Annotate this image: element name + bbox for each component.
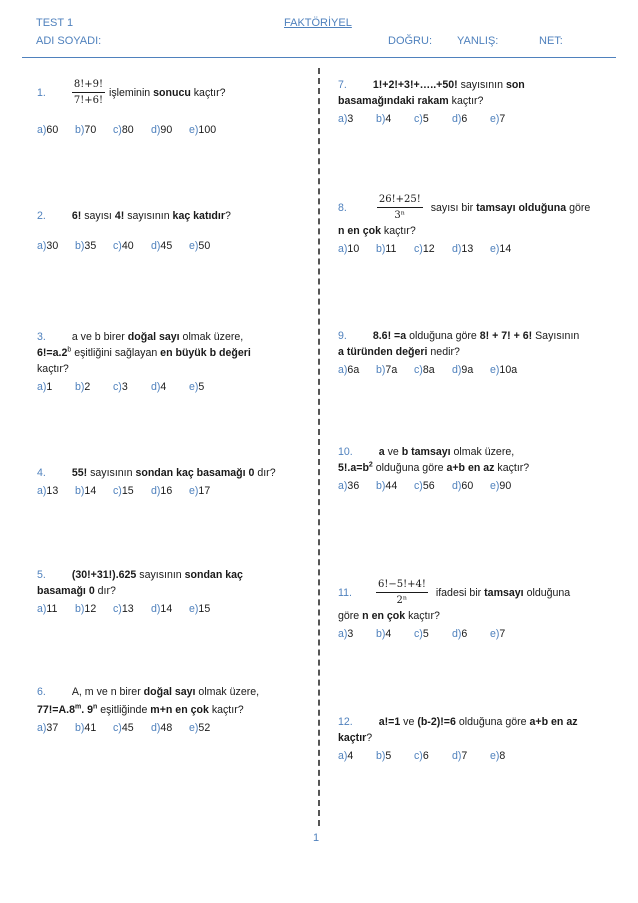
- option-value: 12: [422, 243, 435, 255]
- answer-option[interactable]: [189, 720, 227, 736]
- answer-option[interactable]: [189, 483, 227, 499]
- option-letter: d): [151, 124, 161, 136]
- answer-option[interactable]: [151, 483, 189, 499]
- answer-option[interactable]: [113, 483, 151, 499]
- option-letter: c): [414, 480, 423, 492]
- fraction: $\frac{26!+25!}{\text{3ⁿ}}$: [378, 194, 421, 221]
- question-11: 11. $\frac{6!-5!+4!}{\text{2ⁿ}}$ ifadesi bir tamsayı olduğuna göre n en çok kaçtır? a)3 b)4 c)5 d)6 e)7: [338, 578, 613, 642]
- option-letter: a): [37, 240, 47, 252]
- option-letter: d): [151, 603, 161, 615]
- option-value: 14: [160, 603, 173, 615]
- answer-option[interactable]: [338, 362, 376, 378]
- option-letter: b): [376, 113, 386, 125]
- option-letter: a): [37, 381, 47, 393]
- option-value: 3: [121, 381, 128, 393]
- answer-option[interactable]: [37, 122, 75, 138]
- answer-option[interactable]: [151, 601, 189, 617]
- answer-option[interactable]: [490, 478, 528, 494]
- option-letter: d): [151, 722, 161, 734]
- answer-options: [37, 601, 312, 617]
- option-letter: d): [151, 240, 161, 252]
- option-value: 40: [121, 240, 134, 252]
- option-letter: d): [151, 485, 161, 497]
- option-letter: e): [189, 381, 199, 393]
- option-value: 60: [46, 124, 59, 136]
- answer-option[interactable]: [189, 379, 227, 395]
- answer-options: [37, 379, 312, 395]
- answer-option[interactable]: [75, 122, 113, 138]
- answer-option[interactable]: [490, 626, 528, 642]
- option-letter: e): [189, 603, 199, 615]
- option-value: 13: [121, 603, 134, 615]
- option-value: 5: [422, 628, 429, 640]
- answer-option[interactable]: [452, 362, 490, 378]
- column-divider: [318, 68, 320, 826]
- option-letter: a): [338, 113, 348, 125]
- answer-option[interactable]: [37, 483, 75, 499]
- question-3: 3. a ve b birer doğal sayı olmak üzere, 6!=a.2$^b$ eşitliğini sağlayan en büyük b değeri kaçtır? a)1 b)2 c)3 d)4 e)5: [37, 329, 312, 395]
- option-letter: d): [452, 628, 462, 640]
- option-value: 80: [121, 124, 134, 136]
- answer-option[interactable]: [37, 238, 75, 254]
- option-letter: b): [75, 381, 85, 393]
- option-value: 45: [121, 722, 134, 734]
- answer-option[interactable]: [151, 379, 189, 395]
- answer-option[interactable]: [113, 379, 151, 395]
- net-label: NET:: [539, 35, 563, 47]
- answer-option[interactable]: [376, 748, 414, 764]
- option-value: 30: [46, 240, 59, 252]
- option-value: 14: [499, 243, 512, 255]
- option-value: 90: [499, 480, 512, 492]
- option-value: 4: [160, 381, 167, 393]
- option-value: 8a: [422, 364, 435, 376]
- option-value: 3: [347, 628, 354, 640]
- answer-option[interactable]: [376, 111, 414, 127]
- question-8: 8. $\frac{26!+25!}{\text{3ⁿ}}$ sayısı bir tamsayı olduğuna göre n en çok kaçtır? a)10 b)11 c)12 d)13 e)14: [338, 193, 610, 257]
- option-letter: b): [75, 722, 85, 734]
- answer-options: [37, 122, 312, 138]
- option-letter: e): [490, 364, 500, 376]
- question-12: 12. a!=1 ve (b-2)!=6 olduğuna göre a+b en az kaçtır? a)4 b)5 c)6 d)7 e)8: [338, 714, 613, 764]
- answer-option[interactable]: [414, 362, 452, 378]
- option-letter: b): [75, 485, 85, 497]
- answer-option[interactable]: [151, 122, 189, 138]
- name-label: ADI SOYADI:: [36, 35, 102, 47]
- option-letter: e): [490, 243, 500, 255]
- option-value: 4: [385, 113, 392, 125]
- answer-option[interactable]: [414, 626, 452, 642]
- answer-option[interactable]: [113, 238, 151, 254]
- option-letter: a): [37, 124, 47, 136]
- option-letter: c): [414, 750, 423, 762]
- answer-option[interactable]: [113, 122, 151, 138]
- option-letter: e): [189, 485, 199, 497]
- answer-options: [37, 483, 312, 499]
- option-letter: d): [452, 364, 462, 376]
- option-value: 35: [84, 240, 97, 252]
- option-letter: d): [452, 750, 462, 762]
- option-value: 48: [160, 722, 173, 734]
- answer-option[interactable]: [490, 111, 528, 127]
- option-value: 7: [461, 750, 468, 762]
- answer-option[interactable]: [376, 362, 414, 378]
- answer-option[interactable]: [75, 238, 113, 254]
- option-letter: c): [414, 113, 423, 125]
- fraction: $\frac{8!+9!}{7!+6!}$: [73, 79, 103, 106]
- option-value: 56: [422, 480, 435, 492]
- answer-options: [338, 626, 613, 642]
- option-value: 5: [198, 381, 205, 393]
- answer-option[interactable]: [376, 478, 414, 494]
- option-letter: d): [151, 381, 161, 393]
- answer-option[interactable]: [75, 483, 113, 499]
- option-letter: b): [376, 480, 386, 492]
- answer-option[interactable]: [338, 241, 376, 257]
- option-value: 16: [160, 485, 173, 497]
- option-value: 6: [422, 750, 429, 762]
- answer-options: [37, 238, 312, 254]
- option-letter: e): [490, 750, 500, 762]
- option-letter: e): [490, 113, 500, 125]
- answer-option[interactable]: [75, 601, 113, 617]
- option-letter: e): [189, 240, 199, 252]
- question-6: 6. A, m ve n birer doğal sayı olmak üzere, $77!=A.8^m$. 9$^n$ eşitliğinde m+n en çok kaçtır? a)37 b)41 c)45 d)48 e)52: [37, 684, 312, 736]
- answer-option[interactable]: [490, 748, 528, 764]
- option-value: 15: [198, 603, 211, 615]
- option-letter: c): [414, 364, 423, 376]
- option-value: 90: [160, 124, 173, 136]
- answer-option[interactable]: [338, 478, 376, 494]
- option-letter: c): [113, 124, 122, 136]
- option-letter: b): [376, 364, 386, 376]
- answer-option[interactable]: [113, 720, 151, 736]
- answer-option[interactable]: [490, 241, 528, 257]
- option-value: 9a: [461, 364, 474, 376]
- question-1: 1. $\frac{8!+9!}{7!+6!}$ işleminin sonucu kaçtır? a)60 b)70 c)80 d)90 e)100: [37, 78, 312, 138]
- option-value: 2: [84, 381, 91, 393]
- option-value: 7: [499, 628, 506, 640]
- option-value: 6a: [347, 364, 360, 376]
- option-letter: c): [113, 381, 122, 393]
- option-letter: a): [338, 364, 348, 376]
- option-letter: a): [37, 603, 47, 615]
- option-value: 52: [198, 722, 211, 734]
- answer-option[interactable]: [338, 626, 376, 642]
- option-letter: a): [338, 628, 348, 640]
- option-letter: b): [376, 628, 386, 640]
- answer-option[interactable]: [414, 748, 452, 764]
- wrong-label: YANLIŞ:: [457, 35, 499, 47]
- option-letter: c): [113, 722, 122, 734]
- option-letter: c): [113, 485, 122, 497]
- option-value: 1: [46, 381, 53, 393]
- option-letter: c): [113, 603, 122, 615]
- option-letter: d): [452, 243, 462, 255]
- option-value: 17: [198, 485, 211, 497]
- option-value: 7: [499, 113, 506, 125]
- option-letter: e): [490, 628, 500, 640]
- option-value: 3: [347, 113, 354, 125]
- option-value: 11: [46, 603, 58, 615]
- answer-option[interactable]: [189, 122, 227, 138]
- option-value: 36: [347, 480, 360, 492]
- option-value: 13: [461, 243, 474, 255]
- option-letter: a): [338, 243, 348, 255]
- answer-options: [338, 748, 613, 764]
- answer-option[interactable]: [151, 720, 189, 736]
- answer-option[interactable]: [452, 748, 490, 764]
- option-letter: b): [75, 124, 85, 136]
- option-letter: d): [452, 113, 462, 125]
- answer-options: [338, 478, 613, 494]
- option-letter: c): [414, 628, 423, 640]
- option-value: 10: [347, 243, 360, 255]
- answer-options: [338, 241, 610, 257]
- option-value: 37: [46, 722, 59, 734]
- option-letter: a): [37, 485, 47, 497]
- option-value: 45: [160, 240, 173, 252]
- option-value: 4: [347, 750, 354, 762]
- fraction: $\frac{6!-5!+4!}{\text{2ⁿ}}$: [377, 579, 426, 606]
- answer-option[interactable]: [490, 362, 528, 378]
- option-letter: e): [189, 124, 199, 136]
- question-2: 2. 6! sayısı 4! sayısının kaç katıdır? a)30 b)35 c)40 d)45 e)50: [37, 208, 312, 254]
- answer-option[interactable]: [414, 241, 452, 257]
- option-value: 5: [422, 113, 429, 125]
- answer-option[interactable]: [151, 238, 189, 254]
- answer-options: [37, 720, 312, 736]
- answer-option[interactable]: [452, 111, 490, 127]
- option-value: 44: [385, 480, 398, 492]
- answer-option[interactable]: [75, 379, 113, 395]
- question-9: 9. 8.6! =a olduğuna göre 8! + 7! + 6! Sayısının a türünden değeri nedir? a)6a b)7a c)8a d)9a e)10a: [338, 328, 613, 378]
- answer-option[interactable]: [414, 111, 452, 127]
- option-value: 11: [385, 243, 397, 255]
- option-letter: b): [75, 240, 85, 252]
- answer-option[interactable]: [75, 720, 113, 736]
- question-7: 7. 1!+2!+3!+…..+50! sayısının son basamağındaki rakam kaçtır? a)3 b)4 c)5 d)6 e)7: [338, 77, 613, 127]
- option-value: 10a: [499, 364, 518, 376]
- option-value: 6: [461, 628, 468, 640]
- question-number: 1.: [37, 87, 46, 99]
- option-value: 14: [84, 485, 97, 497]
- option-letter: c): [414, 243, 423, 255]
- option-letter: a): [338, 750, 348, 762]
- answer-option[interactable]: [37, 601, 75, 617]
- answer-option[interactable]: [338, 111, 376, 127]
- answer-option[interactable]: [113, 601, 151, 617]
- answer-option[interactable]: [376, 241, 414, 257]
- answer-option[interactable]: [189, 601, 227, 617]
- option-value: 41: [84, 722, 97, 734]
- option-letter: a): [37, 722, 47, 734]
- option-value: 7a: [385, 364, 398, 376]
- option-letter: c): [113, 240, 122, 252]
- option-value: 60: [461, 480, 474, 492]
- question-4: 4. 55! sayısının sondan kaç basamağı 0 dır? a)13 b)14 c)15 d)16 e)17: [37, 465, 312, 499]
- option-value: 70: [84, 124, 97, 136]
- answer-option[interactable]: [37, 720, 75, 736]
- answer-option[interactable]: [338, 748, 376, 764]
- correct-label: DOĞRU:: [388, 35, 432, 47]
- answer-option[interactable]: [414, 478, 452, 494]
- answer-option[interactable]: [452, 241, 490, 257]
- option-letter: b): [75, 603, 85, 615]
- answer-option[interactable]: [37, 379, 75, 395]
- page-number: 1: [313, 832, 320, 844]
- page-header: [22, 8, 616, 58]
- answer-options: [338, 362, 613, 378]
- answer-option[interactable]: [452, 478, 490, 494]
- option-letter: a): [338, 480, 348, 492]
- answer-option[interactable]: [452, 626, 490, 642]
- option-value: 100: [198, 124, 217, 136]
- option-letter: d): [452, 480, 462, 492]
- option-value: 15: [121, 485, 134, 497]
- option-letter: b): [376, 243, 386, 255]
- option-value: 5: [385, 750, 392, 762]
- answer-options: [338, 111, 613, 127]
- question-5: 5. (30!+31!).625 sayısının sondan kaç basamağı 0 dır? a)11 b)12 c)13 d)14 e)15: [37, 567, 312, 617]
- option-letter: b): [376, 750, 386, 762]
- option-value: 4: [385, 628, 392, 640]
- answer-option[interactable]: [189, 238, 227, 254]
- option-value: 50: [198, 240, 211, 252]
- option-value: 6: [461, 113, 468, 125]
- option-value: 8: [499, 750, 506, 762]
- option-value: 13: [46, 485, 59, 497]
- option-letter: e): [189, 722, 199, 734]
- page-title: FAKTÖRİYEL: [284, 17, 352, 29]
- option-letter: e): [490, 480, 500, 492]
- answer-option[interactable]: [376, 626, 414, 642]
- question-10: 10. a ve b tamsayı olmak üzere, $5!.a=b^2$ olduğuna göre a+b en az kaçtır? a)36 b)44 c)56 d)60 e)90: [338, 444, 613, 494]
- option-value: 12: [84, 603, 97, 615]
- test-label: TEST 1: [36, 17, 74, 29]
